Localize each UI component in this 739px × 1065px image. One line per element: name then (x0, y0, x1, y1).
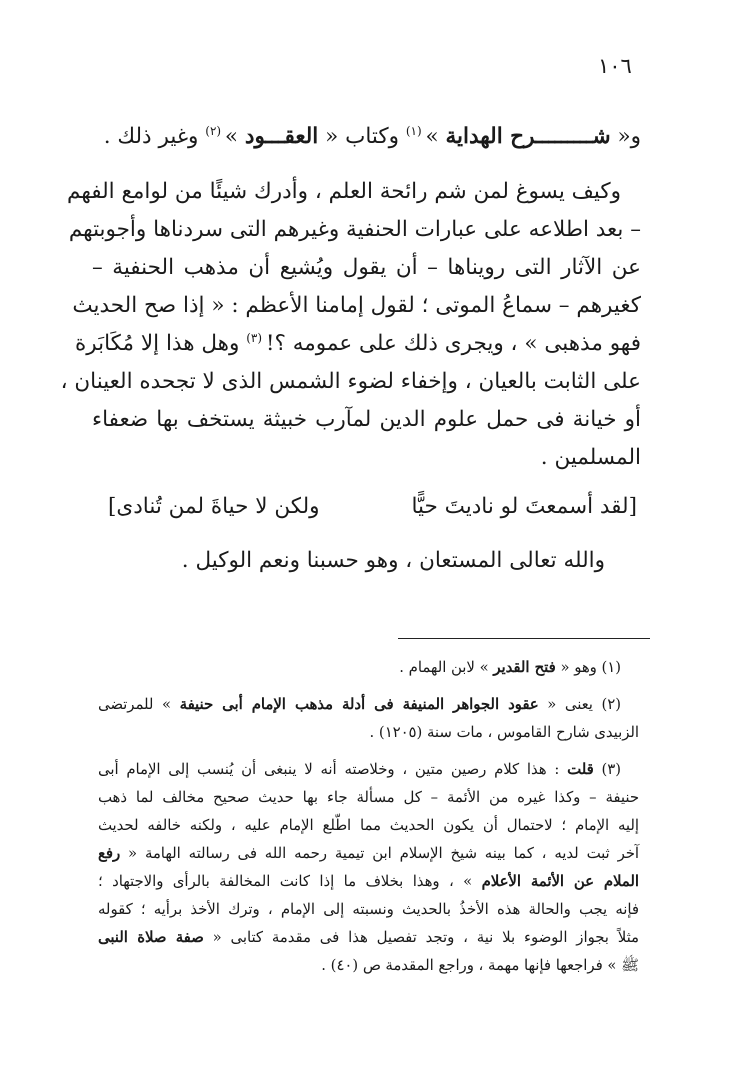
book-title-al-uqud: العقـــود (244, 124, 319, 149)
text-line-7: على الثابت بالعيان ، وإخفاء لضوء الشمس الذى لا تجحده العينان ، (60, 369, 641, 394)
footnote-1 (98, 654, 639, 682)
footnote-3-line-3: إليه الإمام ؛ لاحتمال أن يكون الحديث مما اطّلع الإمام عليه ، ولكنه خالفه لحديث (98, 817, 639, 834)
footnote-3-line-6: فإنه يجب والحالة هذه الأخذُ بالحديث ونسبته إلى الإمام ، وترك الأخذ برأيه ؛ كقوله (98, 901, 639, 918)
closing-line: والله تعالى المستعان ، وهو حسبنا ونعم الوكيل . (181, 548, 605, 573)
text-run: (٣) (593, 761, 621, 778)
text-line-3: – بعد اطلاعه على عبارات الحنفية وغيرهم التى سردناها وأجوبتهم (68, 217, 641, 242)
main-text (60, 118, 641, 581)
book-title-fath-al-qadir: فتح القدير (493, 659, 556, 676)
book-title-sifat-salat: صفة صلاة النبى (98, 929, 204, 946)
footnote-2-line-1 (98, 691, 639, 719)
footnote-3-line-1 (98, 756, 639, 784)
text-line-8: أو خيانة فى حمل علوم الدين لمآرب خبيثة يستخف بها ضعفاء (92, 407, 641, 432)
footnote-2-line-2: الزبيدى شارح القاموس ، مات سنة (١٢٠٥) . (369, 724, 639, 741)
verse-first-hemistich: [لقد أسمعتَ لو ناديتَ حيًّا (411, 494, 637, 519)
text-run: » (224, 124, 245, 149)
book-title-raf-al-malam: رفع (98, 845, 121, 862)
text-line-5: كغيرهم – سماعُ الموتى ؛ لقول إمامنا الأعظم : « إذا صح الحديث (72, 293, 641, 318)
page-number: ١٠٦ (598, 54, 632, 78)
text-line-9: المسلمين . (540, 445, 641, 470)
footnote-ref-3[interactable]: (٣) (246, 330, 266, 345)
footnote-divider (398, 638, 650, 639)
text-run: وهل هذا إلا مُكَابَرة (75, 331, 247, 356)
text-run: مثلاً بجواز الوضوء بلا نية ، وتجد تفصيل هذا فى مقدمة كتابى « (203, 929, 639, 946)
text-run: » (425, 124, 446, 149)
book-title-raf-al-malam-cont: الملام عن الأئمة الأعلام (481, 873, 639, 890)
footnote-3-line-4 (98, 840, 639, 868)
text-run: » للمرتضى (98, 696, 180, 713)
text-run: وغير ذلك . (103, 124, 206, 149)
footnote-ref-1[interactable]: (١) (405, 123, 426, 138)
text-run: فهو مذهبى » ، ويجرى ذلك على عمومه ؟! (265, 331, 641, 356)
verse-second-hemistich: ولكن لا حياةَ لمن تُنادى] (108, 494, 320, 519)
footnote-label-qultu: قلت (567, 761, 594, 778)
footnote-3-line-8: ﷺ » فراجعها فإنها مهمة ، وراجع المقدمة ص (٤٠) . (321, 957, 639, 974)
footnote-3-line-7 (98, 924, 639, 952)
text-line-1 (92, 118, 641, 156)
text-line-6 (75, 325, 641, 363)
text-run: آخر ثبت لديه ، كما بينه شيخ الإسلام ابن تيمية رحمه الله فى رسالته الهامة « (120, 845, 639, 862)
text-run: (١) وهو « (555, 659, 621, 676)
footnotes (98, 654, 639, 980)
text-run: » ، وهذا بخلاف ما إذا كانت المخالفة بالرأى والاجتهاد ؛ (98, 873, 482, 890)
footnote-ref-2[interactable]: (٢) (205, 123, 225, 138)
text-run: (٢) يعنى « (538, 696, 622, 713)
book-title-uqud-al-jawahir: عقود الجواهر المنيفة فى أدلة مذهب الإمام أبى حنيفة (179, 696, 539, 713)
footnote-3-line-2: حنيفة – وكذا غيره من الأئمة – كل مسألة جاء بها حديث صحيح مخالف لما ذهب (98, 789, 639, 806)
poetry-verse (92, 487, 641, 527)
text-run: » لابن الهمام . (399, 659, 494, 676)
footnote-3-line-5 (98, 868, 639, 896)
text-line-4: عن الآثار التى رويناها – أن يقول ويُشيع أن مذهب الحنفية – (92, 255, 641, 280)
text-line-2: وكيف يسوغ لمن شم رائحة العلم ، وأدرك شيئًا من لوامع الفهم (67, 179, 621, 204)
text-run: : هذا كلام رصين متين ، وخلاصته أنه لا ينبغى أن يُنسب إلى الإمام أبى (98, 761, 568, 778)
book-title-sharh-al-hidaya: شـــــــــرح الهداية (445, 124, 611, 149)
text-run: وكتاب « (318, 124, 406, 149)
text-run: و« (610, 124, 641, 149)
